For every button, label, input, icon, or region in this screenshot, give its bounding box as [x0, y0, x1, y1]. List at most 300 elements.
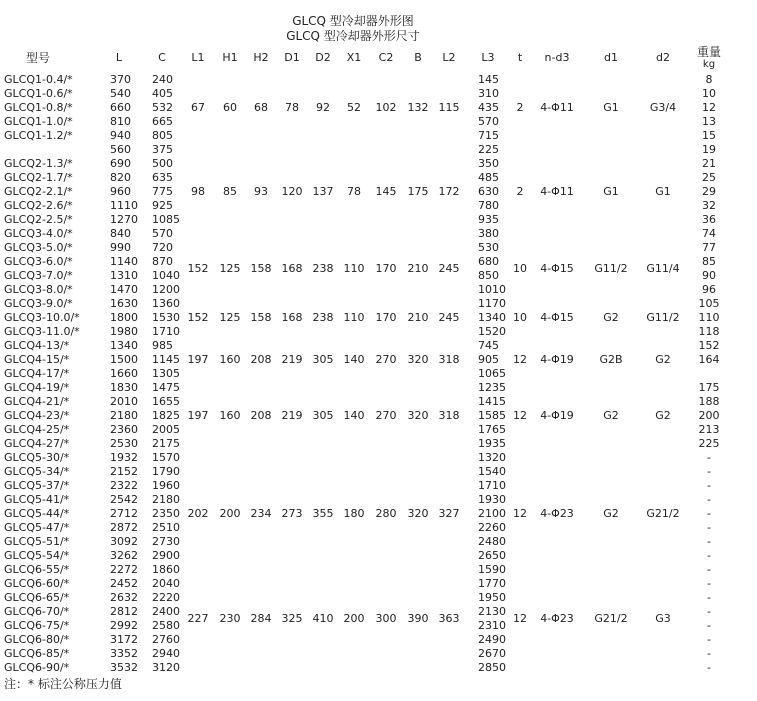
cell-L3: 1320 — [478, 451, 506, 464]
cell-L3: 780 — [478, 199, 499, 212]
cell-weight: 10 — [702, 87, 716, 100]
cell-L: 2322 — [110, 479, 138, 492]
cell-model: GLCQ6-65/* — [4, 591, 70, 604]
cell-weight: - — [707, 549, 711, 562]
cell-C: 500 — [152, 157, 173, 170]
cell-L3: 2490 — [478, 633, 506, 646]
group-h2: 284 — [250, 612, 272, 625]
group-x1: 110 — [343, 311, 365, 324]
cell-L: 2992 — [110, 619, 138, 632]
cell-weight: 21 — [702, 157, 716, 170]
cell-L3: 1520 — [478, 325, 506, 338]
cell-model: GLCQ5-30/* — [4, 451, 70, 464]
cell-weight: 90 — [702, 269, 716, 282]
cell-model: GLCQ5-37/* — [4, 479, 70, 492]
cell-L3: 435 — [478, 101, 499, 114]
group-c2: 280 — [375, 507, 397, 520]
group-t: 12 — [513, 507, 527, 520]
cell-weight: - — [707, 535, 711, 548]
group-t: 2 — [516, 185, 524, 198]
group-l2: 327 — [438, 507, 460, 520]
cell-L: 960 — [110, 185, 131, 198]
cell-L: 560 — [110, 143, 131, 156]
cell-weight: 13 — [702, 115, 716, 128]
group-c2: 270 — [375, 353, 397, 366]
group-nd3: 4-Φ11 — [540, 185, 574, 198]
group-d2: 238 — [312, 311, 334, 324]
cell-L: 370 — [110, 73, 131, 86]
group-d2: 137 — [312, 185, 334, 198]
cell-L: 690 — [110, 157, 131, 170]
group-l1: 67 — [191, 101, 205, 114]
cell-L: 1140 — [110, 255, 138, 268]
group-t: 10 — [513, 311, 527, 324]
cell-weight: - — [707, 591, 711, 604]
cell-model: GLCQ3-9.0/* — [4, 297, 73, 310]
cell-L3: 905 — [478, 353, 499, 366]
header-X1: X1 — [346, 51, 362, 64]
group-d2: G11/4 — [646, 262, 680, 275]
cell-L: 2632 — [110, 591, 138, 604]
cell-L3: 1415 — [478, 395, 506, 408]
cell-L3: 350 — [478, 157, 499, 170]
cell-L3: 850 — [478, 269, 499, 282]
cell-model: GLCQ1-1.0/* — [4, 115, 73, 128]
cell-model: GLCQ3-7.0/* — [4, 269, 73, 282]
cell-weight: 36 — [702, 213, 716, 226]
cell-weight: 152 — [698, 339, 720, 352]
group-nd3: 4-Φ23 — [540, 612, 574, 625]
cell-weight: - — [707, 521, 711, 534]
cell-model: GLCQ2-2.1/* — [4, 185, 73, 198]
cell-model: GLCQ6-85/* — [4, 647, 70, 660]
cell-model: GLCQ4-23/* — [4, 409, 70, 422]
cell-model: GLCQ1-1.2/* — [4, 129, 73, 142]
header-weight-unit: kg — [702, 59, 716, 70]
cell-weight: 12 — [702, 101, 716, 114]
group-t: 10 — [513, 262, 527, 275]
cell-model: GLCQ3-4.0/* — [4, 227, 73, 240]
group-h2: 93 — [254, 185, 268, 198]
cell-weight: 175 — [698, 381, 720, 394]
cell-C: 1475 — [152, 381, 180, 394]
header-weight: 重量 — [696, 45, 722, 59]
group-x1: 52 — [347, 101, 361, 114]
group-t: 12 — [513, 353, 527, 366]
cell-L3: 1340 — [478, 311, 506, 324]
group-d1: G1 — [603, 185, 619, 198]
group-d2: 92 — [316, 101, 330, 114]
cell-C: 2350 — [152, 507, 180, 520]
cell-C: 1960 — [152, 479, 180, 492]
group-d2: 238 — [312, 262, 334, 275]
group-h1: 160 — [219, 353, 241, 366]
cell-L3: 530 — [478, 241, 499, 254]
cell-L: 660 — [110, 101, 131, 114]
group-c2: 300 — [375, 612, 397, 625]
cell-L3: 570 — [478, 115, 499, 128]
group-t: 12 — [513, 612, 527, 625]
cell-model: GLCQ1-0.6/* — [4, 87, 73, 100]
cell-L3: 145 — [478, 73, 499, 86]
cell-C: 532 — [152, 101, 173, 114]
group-nd3: 4-Φ19 — [540, 409, 574, 422]
cell-C: 2940 — [152, 647, 180, 660]
cell-L3: 225 — [478, 143, 499, 156]
group-d2: G3 — [655, 612, 671, 625]
group-l1: 197 — [187, 409, 209, 422]
cell-L: 1800 — [110, 311, 138, 324]
header-L2: L2 — [442, 51, 456, 64]
group-l2: 363 — [438, 612, 460, 625]
cell-weight: - — [707, 633, 711, 646]
cell-C: 870 — [152, 255, 173, 268]
cell-L: 2872 — [110, 521, 138, 534]
group-c2: 270 — [375, 409, 397, 422]
group-x1: 200 — [343, 612, 365, 625]
cell-weight: 110 — [698, 311, 720, 324]
header-L: L — [115, 51, 123, 64]
cell-L3: 310 — [478, 87, 499, 100]
cell-L: 2010 — [110, 395, 138, 408]
cell-C: 405 — [152, 87, 173, 100]
group-l1: 227 — [187, 612, 209, 625]
header-H1: H1 — [222, 51, 238, 64]
cell-L: 2152 — [110, 465, 138, 478]
group-h1: 200 — [219, 507, 241, 520]
group-d1: G2 — [603, 507, 619, 520]
cell-C: 2730 — [152, 535, 180, 548]
cell-model: GLCQ2-1.7/* — [4, 171, 73, 184]
cell-weight: - — [707, 465, 711, 478]
group-b: 320 — [407, 409, 429, 422]
cell-L: 1980 — [110, 325, 138, 338]
cell-model: GLCQ4-19/* — [4, 381, 70, 394]
cell-weight: 188 — [698, 395, 720, 408]
cell-L3: 2100 — [478, 507, 506, 520]
group-x1: 140 — [343, 353, 365, 366]
cell-C: 375 — [152, 143, 173, 156]
cell-model: GLCQ6-80/* — [4, 633, 70, 646]
group-b: 210 — [407, 262, 429, 275]
header-C: C — [158, 51, 166, 64]
group-h1: 230 — [219, 612, 241, 625]
group-d1: 219 — [281, 409, 303, 422]
cell-C: 2580 — [152, 619, 180, 632]
cell-weight: 225 — [698, 437, 720, 450]
group-x1: 180 — [343, 507, 365, 520]
cell-model: GLCQ1-0.4/* — [4, 73, 73, 86]
cell-L: 3352 — [110, 647, 138, 660]
cell-C: 2175 — [152, 437, 180, 450]
cell-L: 1500 — [110, 353, 138, 366]
group-nd3: 4-Φ23 — [540, 507, 574, 520]
cell-L: 2542 — [110, 493, 138, 506]
cell-weight: - — [707, 577, 711, 590]
header-d1: d1 — [604, 51, 618, 64]
cell-weight: 77 — [702, 241, 716, 254]
cell-model: GLCQ4-25/* — [4, 423, 70, 436]
group-nd3: 4-Φ15 — [540, 262, 574, 275]
cell-L: 540 — [110, 87, 131, 100]
cell-weight: 118 — [698, 325, 720, 338]
group-d1: 168 — [281, 262, 303, 275]
group-d2: G21/2 — [646, 507, 680, 520]
group-nd3: 4-Φ15 — [540, 311, 574, 324]
cell-model: GLCQ5-51/* — [4, 535, 70, 548]
cell-L3: 1590 — [478, 563, 506, 576]
group-h1: 125 — [219, 262, 241, 275]
group-l2: 318 — [438, 353, 460, 366]
cell-L3: 1585 — [478, 409, 506, 422]
group-b: 175 — [407, 185, 429, 198]
group-d2: 410 — [312, 612, 334, 625]
group-nd3: 4-Φ11 — [540, 101, 574, 114]
group-l1: 152 — [187, 262, 209, 275]
cell-C: 1710 — [152, 325, 180, 338]
cell-model: GLCQ5-47/* — [4, 521, 70, 534]
cell-L: 2530 — [110, 437, 138, 450]
group-l2: 115 — [438, 101, 460, 114]
cell-L3: 630 — [478, 185, 499, 198]
group-l1: 202 — [187, 507, 209, 520]
cell-L3: 680 — [478, 255, 499, 268]
cell-L3: 715 — [478, 129, 499, 142]
cell-L: 1270 — [110, 213, 138, 226]
group-b: 390 — [407, 612, 429, 625]
cell-C: 1860 — [152, 563, 180, 576]
cell-L: 3532 — [110, 661, 138, 674]
cell-L3: 2130 — [478, 605, 506, 618]
group-h2: 68 — [254, 101, 268, 114]
cell-model: GLCQ6-55/* — [4, 563, 70, 576]
cell-C: 1040 — [152, 269, 180, 282]
group-h2: 158 — [250, 262, 272, 275]
group-x1: 140 — [343, 409, 365, 422]
cell-L: 1630 — [110, 297, 138, 310]
cell-L3: 1235 — [478, 381, 506, 394]
group-d2: G3/4 — [649, 101, 677, 114]
cell-model: GLCQ3-11.0/* — [4, 325, 80, 338]
cell-C: 1790 — [152, 465, 180, 478]
cell-model: GLCQ5-44/* — [4, 507, 70, 520]
cell-L: 1470 — [110, 283, 138, 296]
group-h1: 60 — [223, 101, 237, 114]
group-h1: 125 — [219, 311, 241, 324]
cell-weight: 15 — [702, 129, 716, 142]
group-b: 132 — [407, 101, 429, 114]
cell-model: GLCQ3-5.0/* — [4, 241, 73, 254]
cell-C: 1655 — [152, 395, 180, 408]
group-l2: 245 — [438, 311, 460, 324]
cell-L3: 1010 — [478, 283, 506, 296]
cell-L: 2180 — [110, 409, 138, 422]
cell-C: 985 — [152, 339, 173, 352]
cell-L3: 2850 — [478, 661, 506, 674]
group-d2: G2 — [655, 409, 671, 422]
group-l2: 172 — [438, 185, 460, 198]
header-nd3: n-d3 — [544, 51, 570, 64]
cell-model: GLCQ4-15/* — [4, 353, 70, 366]
group-d1: G21/2 — [594, 612, 628, 625]
cell-L: 2812 — [110, 605, 138, 618]
cell-weight: - — [707, 451, 711, 464]
cell-L3: 1930 — [478, 493, 506, 506]
cell-L3: 380 — [478, 227, 499, 240]
cell-model: GLCQ4-27/* — [4, 437, 70, 450]
cell-L3: 1765 — [478, 423, 506, 436]
cell-weight: 29 — [702, 185, 716, 198]
header-D1: D1 — [284, 51, 300, 64]
cell-weight: 32 — [702, 199, 716, 212]
cell-C: 1530 — [152, 311, 180, 324]
group-d1: 168 — [281, 311, 303, 324]
cell-weight: 85 — [702, 255, 716, 268]
cell-weight: 8 — [705, 73, 713, 86]
cell-L: 2360 — [110, 423, 138, 436]
cell-C: 1145 — [152, 353, 180, 366]
cell-model: GLCQ6-60/* — [4, 577, 70, 590]
cell-weight: 96 — [702, 283, 716, 296]
group-h2: 208 — [250, 409, 272, 422]
header-d2: d2 — [656, 51, 670, 64]
cell-weight: - — [707, 493, 711, 506]
cell-C: 720 — [152, 241, 173, 254]
cell-model: GLCQ5-41/* — [4, 493, 70, 506]
group-l1: 152 — [187, 311, 209, 324]
cell-C: 635 — [152, 171, 173, 184]
cell-model: GLCQ2-1.3/* — [4, 157, 73, 170]
header-L1: L1 — [191, 51, 205, 64]
cell-L: 940 — [110, 129, 131, 142]
cell-C: 1200 — [152, 283, 180, 296]
figure-title: GLCQ 型冷却器外形图 — [292, 14, 414, 28]
cell-C: 1570 — [152, 451, 180, 464]
group-nd3: 4-Φ19 — [540, 353, 574, 366]
cell-weight: - — [707, 619, 711, 632]
cell-model: GLCQ4-13/* — [4, 339, 70, 352]
group-d2: G11/2 — [646, 311, 680, 324]
cell-C: 1305 — [152, 367, 180, 380]
cell-model: GLCQ3-8.0/* — [4, 283, 73, 296]
group-h2: 234 — [250, 507, 272, 520]
group-d1: 273 — [281, 507, 303, 520]
cell-L3: 1770 — [478, 577, 506, 590]
cell-weight: 200 — [698, 409, 720, 422]
cell-weight: - — [707, 647, 711, 660]
cell-L3: 935 — [478, 213, 499, 226]
cell-L3: 1710 — [478, 479, 506, 492]
cell-L3: 1170 — [478, 297, 506, 310]
group-h1: 85 — [223, 185, 237, 198]
cell-model: GLCQ4-17/* — [4, 367, 70, 380]
group-d1: G11/2 — [594, 262, 628, 275]
cell-L: 990 — [110, 241, 131, 254]
cell-L3: 1065 — [478, 367, 506, 380]
group-c2: 102 — [375, 101, 397, 114]
group-l1: 98 — [191, 185, 205, 198]
cell-model: GLCQ3-10.0/* — [4, 311, 80, 324]
group-b: 210 — [407, 311, 429, 324]
cell-C: 3120 — [152, 661, 180, 674]
group-b: 320 — [407, 507, 429, 520]
cell-L3: 745 — [478, 339, 499, 352]
cell-weight: 164 — [698, 353, 720, 366]
cell-weight: 19 — [702, 143, 716, 156]
cell-C: 570 — [152, 227, 173, 240]
group-x1: 110 — [343, 262, 365, 275]
cell-L: 2712 — [110, 507, 138, 520]
group-t: 12 — [513, 409, 527, 422]
header-L3: L3 — [481, 51, 495, 64]
cell-C: 2760 — [152, 633, 180, 646]
header-C2: C2 — [378, 51, 394, 64]
cell-L: 2452 — [110, 577, 138, 590]
header-model: 型号 — [25, 51, 51, 65]
group-h2: 158 — [250, 311, 272, 324]
group-c2: 170 — [375, 262, 397, 275]
cell-weight: 105 — [698, 297, 720, 310]
cell-L: 810 — [110, 115, 131, 128]
cell-model: GLCQ6-70/* — [4, 605, 70, 618]
cell-C: 775 — [152, 185, 173, 198]
group-d1: G1 — [603, 101, 619, 114]
group-d2: G2 — [655, 353, 671, 366]
cell-weight: 25 — [702, 171, 716, 184]
cell-weight: - — [707, 563, 711, 576]
header-t: t — [517, 51, 523, 64]
group-l1: 197 — [187, 353, 209, 366]
cell-model: GLCQ2-2.6/* — [4, 199, 73, 212]
cell-L: 3262 — [110, 549, 138, 562]
cell-C: 665 — [152, 115, 173, 128]
cell-weight: 213 — [698, 423, 720, 436]
cell-C: 2900 — [152, 549, 180, 562]
group-b: 320 — [407, 353, 429, 366]
group-d2: 305 — [312, 409, 334, 422]
cell-L: 1310 — [110, 269, 138, 282]
cell-model: GLCQ6-90/* — [4, 661, 70, 674]
cell-L: 1340 — [110, 339, 138, 352]
group-d1: 120 — [281, 185, 303, 198]
group-d1: 78 — [285, 101, 299, 114]
cell-L3: 1935 — [478, 437, 506, 450]
cell-C: 240 — [152, 73, 173, 86]
footnote: 注：* 标注公称压力值 — [4, 677, 122, 691]
header-D2: D2 — [315, 51, 331, 64]
cell-C: 2040 — [152, 577, 180, 590]
cell-model: GLCQ2-2.5/* — [4, 213, 73, 226]
group-h1: 160 — [219, 409, 241, 422]
group-d1: 219 — [281, 353, 303, 366]
cell-C: 2220 — [152, 591, 180, 604]
cell-L: 3172 — [110, 633, 138, 646]
group-l2: 318 — [438, 409, 460, 422]
cell-C: 805 — [152, 129, 173, 142]
cell-L: 1110 — [110, 199, 138, 212]
group-d2: G1 — [655, 185, 671, 198]
group-d2: 305 — [312, 353, 334, 366]
cell-L: 1830 — [110, 381, 138, 394]
cell-model: GLCQ4-21/* — [4, 395, 70, 408]
group-d1: 325 — [281, 612, 303, 625]
group-h2: 208 — [250, 353, 272, 366]
cell-model: GLCQ5-54/* — [4, 549, 70, 562]
group-d1: G2B — [599, 353, 623, 366]
cell-C: 1360 — [152, 297, 180, 310]
cell-model: GLCQ6-75/* — [4, 619, 70, 632]
cell-weight: - — [707, 507, 711, 520]
